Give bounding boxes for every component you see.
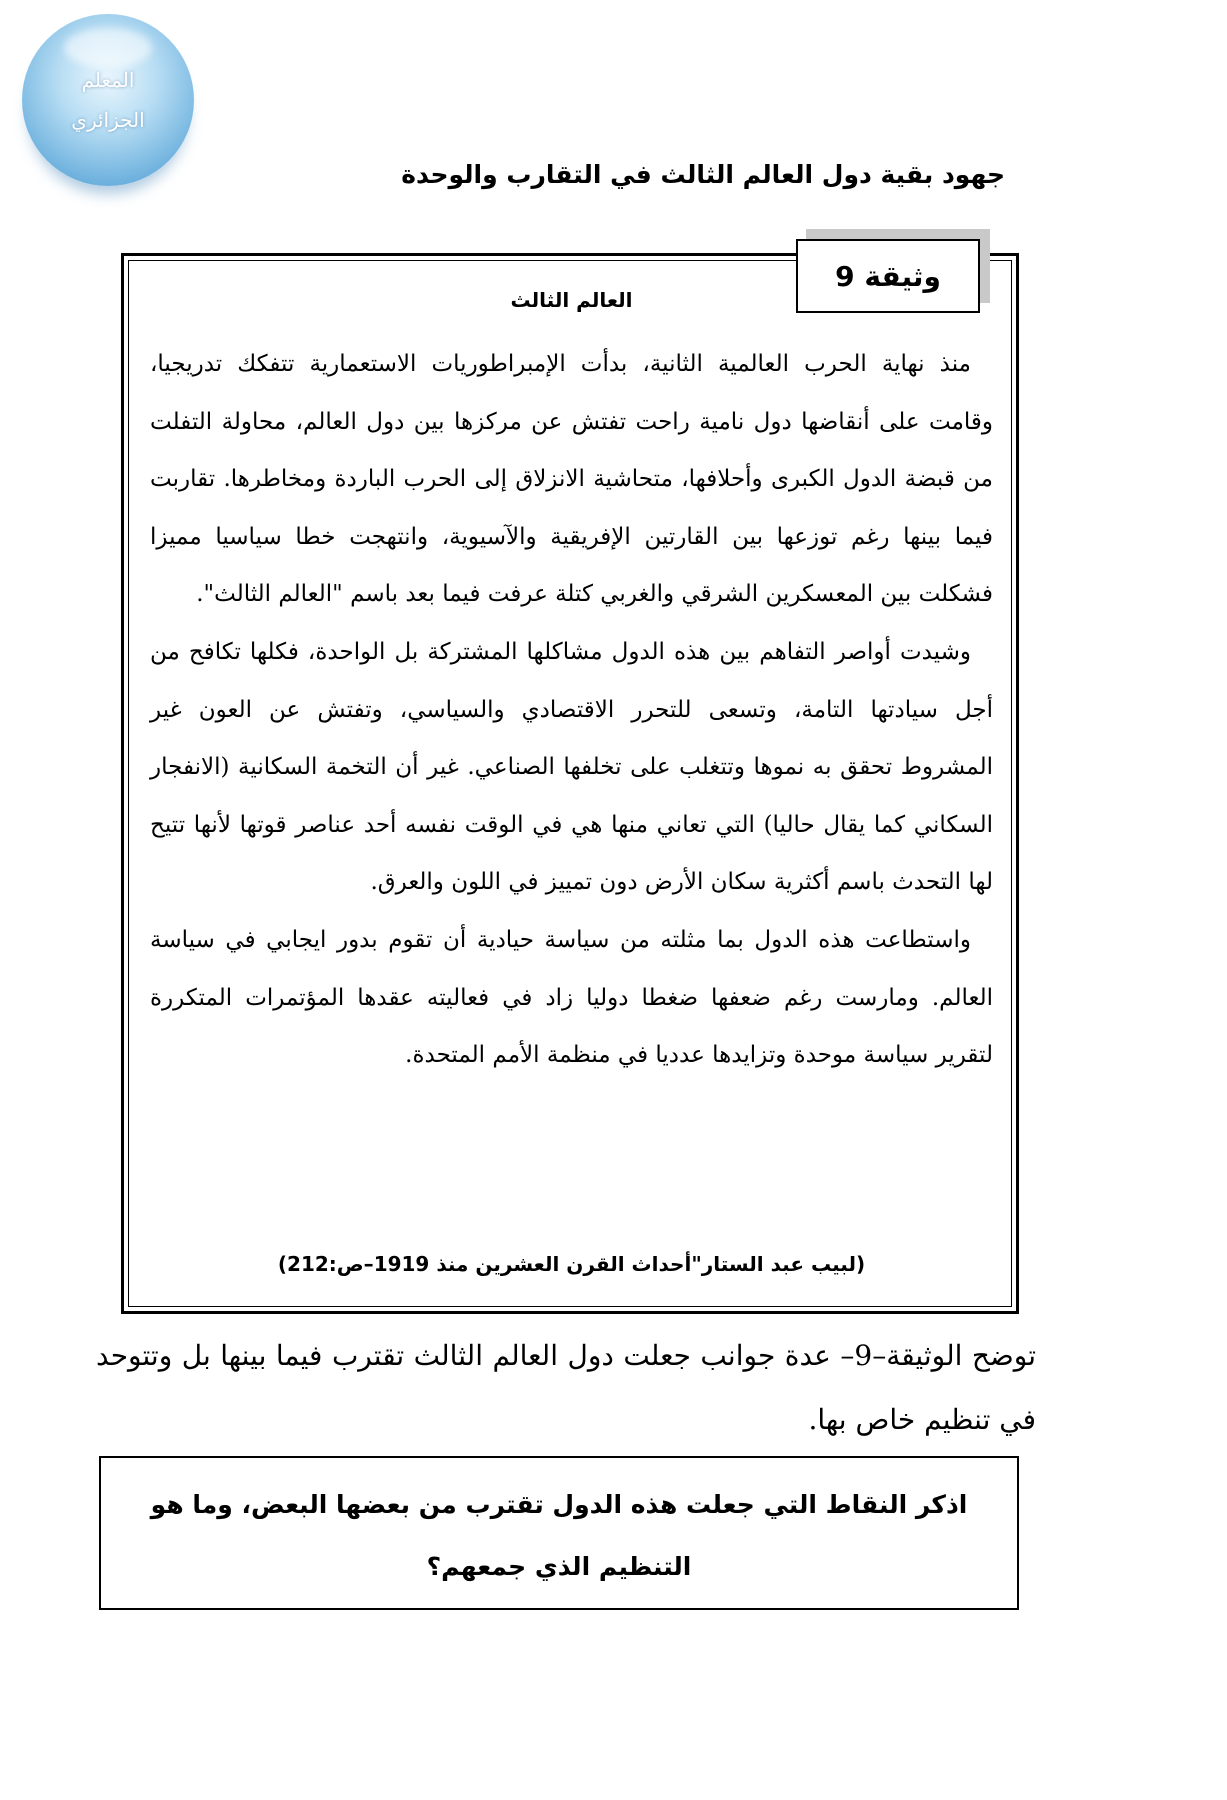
logo-line-2: الجزائري xyxy=(71,108,145,132)
question-text: اذكر النقاط التي جعلت هذه الدول تقترب من بعضها البعض، وما هو التنظيم الذي جمعهم؟ xyxy=(150,1490,968,1581)
document-source: (لبيب عبد الستار"أحداث القرن العشرين منذ 1919–ص:212) xyxy=(277,1252,866,1276)
intro-text: توضح الوثيقة–9– عدة جوانب جعلت دول العالم الثالث تقترب فيما بينها بل وتتوحد في تنظيم خاص بها. xyxy=(96,1339,1036,1436)
document-paragraph-3: واستطاعت هذه الدول بما مثلته من سياسة حيادية أن تقوم بدور ايجابي في سياسة العالم. ومارست رغم ضعفها ضغطا دوليا زاد في فعاليته عقدها المؤتمرات المتكررة لتقرير سياسة موحدة وتزايدها عدديا في منظمة الأمم المتحدة. xyxy=(150,926,993,1069)
site-logo xyxy=(22,14,194,186)
question-box xyxy=(99,1456,1019,1610)
document-paragraph-2: وشيدت أواصر التفاهم بين هذه الدول مشاكلها المشتركة بل الواحدة، فكلها تكافح من أجل سيادتها التامة، وتسعى للتحرر الاقتصادي والسياسي، وتفتش عن العون غير المشروط تحقق به نموها وتتغلب على تخلفها الصناعي. غير أن التخمة السكانية (الانفجار السكاني كما يقال حاليا) التي تعاني منها هي في الوقت نفسه أحد عناصر قوتها لأنها تتيح لها التحدث باسم أكثرية سكان الأرض دون تمييز في اللون والعرق. xyxy=(150,638,993,896)
document-body xyxy=(150,336,993,1085)
logo-gloss xyxy=(64,28,152,68)
document-paragraph-1: منذ نهاية الحرب العالمية الثانية، بدأت الإمبراطوريات الاستعمارية تتفكك تدريجيا، وقامت على أنقاضها دول نامية راحت تفتش عن مركزها بين دول العالم، محاولة التفلت من قبضة الدول الكبرى وأحلافها، متحاشية الانزلاق إلى الحرب الباردة ومخاطرها. تقاربت فيما بينها رغم توزعها بين القارتين الإفريقية والآسيوية، وانتهجت خطا سياسيا مميزا فشكلت بين المعسكرين الشرقي والغربي كتلة عرفت فيما بعد باسم "العالم الثالث". xyxy=(150,351,993,608)
page-title: جهود بقية دول العالم الثالث في التقارب والوحدة xyxy=(401,160,1005,189)
document-heading: العالم الثالث xyxy=(510,288,633,312)
document-label: وثيقة 9 xyxy=(796,239,980,313)
logo-line-1: المعلم xyxy=(81,68,135,92)
